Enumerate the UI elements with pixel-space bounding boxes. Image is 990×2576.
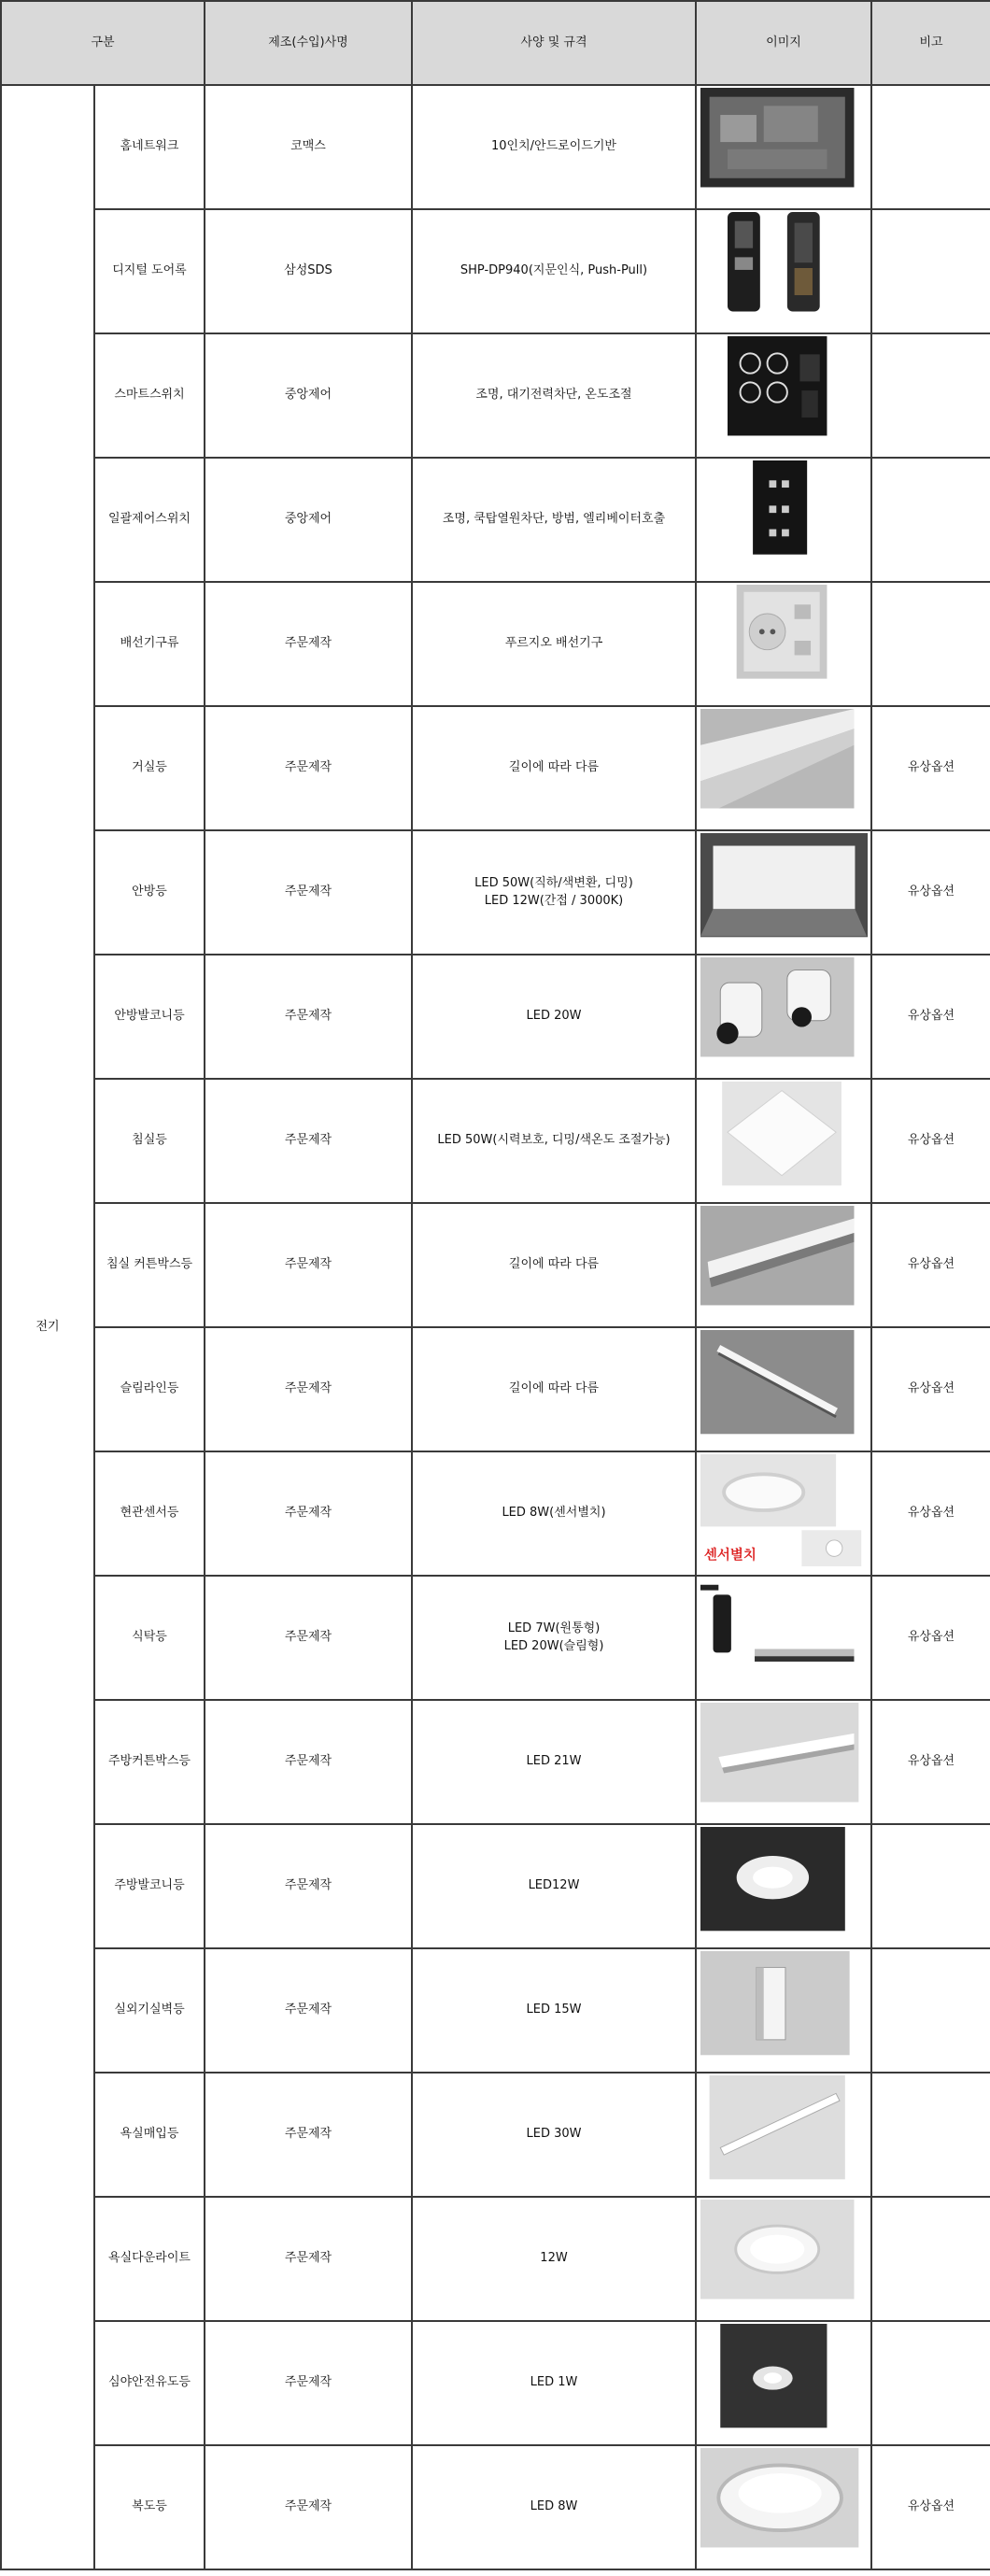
item-name-cell: 스마트스위치 bbox=[94, 333, 205, 458]
spec-line: 10인치/안드로이드기반 bbox=[491, 139, 616, 154]
item-name-cell: 식탁등 bbox=[94, 1576, 205, 1700]
table-row bbox=[1, 2445, 990, 2569]
maker-cell: 주문제작 bbox=[205, 955, 412, 1079]
image-cell bbox=[696, 1203, 871, 1327]
image-cell bbox=[696, 333, 871, 458]
item-name-cell: 디지털 도어록 bbox=[94, 209, 205, 333]
note-cell bbox=[871, 2321, 990, 2445]
spec-line: LED 50W(직하/색변환, 디밍) bbox=[474, 876, 633, 891]
item-name-cell: 거실등 bbox=[94, 706, 205, 830]
spec-line: 길이에 따라 다름 bbox=[508, 760, 600, 775]
spec-line: LED 12W(간접 / 3000K) bbox=[484, 893, 624, 908]
master-bedroom-light-icon bbox=[698, 833, 870, 945]
spec-cell bbox=[412, 1327, 696, 1451]
entrance-sensor-light-icon bbox=[698, 1454, 870, 1566]
table-row bbox=[1, 1079, 990, 1203]
wiring-outlet-icon bbox=[698, 585, 870, 697]
image-cell bbox=[696, 1079, 871, 1203]
image-cell bbox=[696, 1451, 871, 1576]
note-cell bbox=[871, 209, 990, 333]
note-cell bbox=[871, 333, 990, 458]
spec-cell bbox=[412, 1948, 696, 2073]
kitchen-balcony-light-icon bbox=[698, 1827, 870, 1939]
image-cell bbox=[696, 85, 871, 209]
note-cell: 유상옵션 bbox=[871, 1576, 990, 1700]
spec-line: 길이에 따라 다름 bbox=[508, 1381, 600, 1396]
spec-cell bbox=[412, 2445, 696, 2569]
table-body bbox=[1, 85, 990, 2569]
table-row bbox=[1, 1203, 990, 1327]
maker-cell: 주문제작 bbox=[205, 2073, 412, 2197]
spec-cell bbox=[412, 1203, 696, 1327]
image-cell bbox=[696, 830, 871, 955]
item-name-cell: 주방커튼박스등 bbox=[94, 1700, 205, 1824]
table-row bbox=[1, 582, 990, 706]
note-cell bbox=[871, 1824, 990, 1948]
maker-cell: 중앙제어 bbox=[205, 333, 412, 458]
maker-cell: 주문제작 bbox=[205, 706, 412, 830]
note-cell: 유상옵션 bbox=[871, 830, 990, 955]
spec-line: LED 50W(시력보호, 디밍/색온도 조절가능) bbox=[437, 1133, 671, 1148]
item-name-cell: 복도등 bbox=[94, 2445, 205, 2569]
table-row bbox=[1, 85, 990, 209]
note-cell bbox=[871, 1948, 990, 2073]
spec-line: 푸르지오 배선기구 bbox=[504, 636, 603, 651]
curtain-box-light-icon bbox=[698, 1206, 870, 1318]
table-row bbox=[1, 706, 990, 830]
maker-cell: 주문제작 bbox=[205, 1700, 412, 1824]
maker-cell: 주문제작 bbox=[205, 1824, 412, 1948]
item-name-cell: 홈네트워크 bbox=[94, 85, 205, 209]
header-category: 구분 bbox=[1, 1, 205, 85]
spot-light-icon bbox=[698, 957, 870, 1069]
item-name-cell: 욕실다운라이트 bbox=[94, 2197, 205, 2321]
note-cell: 유상옵션 bbox=[871, 1700, 990, 1824]
spec-line: LED 8W(센서별치) bbox=[502, 1506, 606, 1521]
spec-cell bbox=[412, 582, 696, 706]
item-name-cell: 안방발코니등 bbox=[94, 955, 205, 1079]
image-cell bbox=[696, 2445, 871, 2569]
image-cell bbox=[696, 1700, 871, 1824]
header-image: 이미지 bbox=[696, 1, 871, 85]
maker-cell: 주문제작 bbox=[205, 1079, 412, 1203]
sensor-caption: 센서별치 bbox=[703, 1548, 757, 1564]
spec-line: LED 1W bbox=[530, 2375, 578, 2390]
bathroom-downlight-icon bbox=[698, 2200, 870, 2312]
table-row bbox=[1, 2197, 990, 2321]
note-cell: 유상옵션 bbox=[871, 1079, 990, 1203]
spec-cell bbox=[412, 1700, 696, 1824]
header-note: 비고 bbox=[871, 1, 990, 85]
table-row bbox=[1, 955, 990, 1079]
item-name-cell: 침실등 bbox=[94, 1079, 205, 1203]
item-name-cell: 실외기실벽등 bbox=[94, 1948, 205, 2073]
digital-door-lock-icon bbox=[698, 212, 870, 324]
maker-cell: 주문제작 bbox=[205, 2321, 412, 2445]
maker-cell: 코맥스 bbox=[205, 85, 412, 209]
spec-line: LED 20W(슬림형) bbox=[503, 1638, 604, 1653]
image-cell bbox=[696, 706, 871, 830]
spec-line: 길이에 따라 다름 bbox=[508, 1257, 600, 1272]
maker-cell: 중앙제어 bbox=[205, 458, 412, 582]
table-row bbox=[1, 2321, 990, 2445]
spec-line: LED 21W bbox=[526, 1754, 582, 1769]
maker-cell: 주문제작 bbox=[205, 1203, 412, 1327]
spec-line: LED 7W(원통형) bbox=[507, 1621, 601, 1636]
table-row bbox=[1, 2073, 990, 2197]
image-cell bbox=[696, 458, 871, 582]
spec-line: SHP-DP940(지문인식, Push-Pull) bbox=[460, 263, 648, 278]
maker-cell: 주문제작 bbox=[205, 1327, 412, 1451]
note-cell bbox=[871, 2073, 990, 2197]
table-row bbox=[1, 458, 990, 582]
spec-cell bbox=[412, 706, 696, 830]
table-row bbox=[1, 1576, 990, 1700]
maker-cell: 삼성SDS bbox=[205, 209, 412, 333]
spec-cell bbox=[412, 458, 696, 582]
item-name-cell: 현관센서등 bbox=[94, 1451, 205, 1576]
spec-line: LED 15W bbox=[526, 2003, 582, 2017]
spec-cell bbox=[412, 2073, 696, 2197]
table-row bbox=[1, 1451, 990, 1576]
item-name-cell: 배선기구류 bbox=[94, 582, 205, 706]
image-cell bbox=[696, 1824, 871, 1948]
kitchen-curtain-box-light-icon bbox=[698, 1703, 870, 1815]
wall-light-icon bbox=[698, 1951, 870, 2063]
spec-cell bbox=[412, 830, 696, 955]
table-row bbox=[1, 1700, 990, 1824]
maker-cell: 주문제작 bbox=[205, 1451, 412, 1576]
table-row bbox=[1, 333, 990, 458]
item-name-cell: 욕실매입등 bbox=[94, 2073, 205, 2197]
note-cell bbox=[871, 458, 990, 582]
maker-cell: 주문제작 bbox=[205, 1576, 412, 1700]
note-cell: 유상옵션 bbox=[871, 1451, 990, 1576]
table-row bbox=[1, 1824, 990, 1948]
living-room-light-icon bbox=[698, 709, 870, 821]
note-cell bbox=[871, 85, 990, 209]
note-cell: 유상옵션 bbox=[871, 706, 990, 830]
image-cell bbox=[696, 582, 871, 706]
maker-cell: 주문제작 bbox=[205, 2445, 412, 2569]
image-cell bbox=[696, 2197, 871, 2321]
hallway-light-icon bbox=[698, 2448, 870, 2560]
spec-cell bbox=[412, 1079, 696, 1203]
spec-line: LED 30W bbox=[526, 2127, 582, 2142]
table-row bbox=[1, 830, 990, 955]
spec-line: LED 20W bbox=[526, 1009, 582, 1024]
note-cell: 유상옵션 bbox=[871, 1203, 990, 1327]
image-cell bbox=[696, 1948, 871, 2073]
master-control-switch-icon bbox=[698, 460, 870, 573]
spec-cell bbox=[412, 333, 696, 458]
note-cell bbox=[871, 2197, 990, 2321]
table-row bbox=[1, 209, 990, 333]
maker-cell: 주문제작 bbox=[205, 830, 412, 955]
spec-cell bbox=[412, 2197, 696, 2321]
image-cell bbox=[696, 2073, 871, 2197]
spec-cell bbox=[412, 2321, 696, 2445]
spec-cell bbox=[412, 1824, 696, 1948]
category-main-cell: 전기 bbox=[1, 85, 94, 2569]
maker-cell: 주문제작 bbox=[205, 2197, 412, 2321]
note-cell: 유상옵션 bbox=[871, 2445, 990, 2569]
spec-line: 조명, 대기전력차단, 온도조절 bbox=[475, 388, 632, 403]
header-maker: 제조(수입)사명 bbox=[205, 1, 412, 85]
item-name-cell: 심야안전유도등 bbox=[94, 2321, 205, 2445]
night-guide-light-icon bbox=[698, 2324, 870, 2436]
spec-cell bbox=[412, 209, 696, 333]
slim-line-light-icon bbox=[698, 1330, 870, 1442]
spec-line: 조명, 쿡탑열원차단, 방범, 엘리베이터호출 bbox=[442, 512, 666, 527]
spec-line: LED12W bbox=[528, 1878, 580, 1893]
note-cell: 유상옵션 bbox=[871, 1327, 990, 1451]
spec-cell bbox=[412, 1451, 696, 1576]
table-row bbox=[1, 1948, 990, 2073]
item-name-cell: 슬림라인등 bbox=[94, 1327, 205, 1451]
item-name-cell: 안방등 bbox=[94, 830, 205, 955]
item-name-cell: 침실 커튼박스등 bbox=[94, 1203, 205, 1327]
note-cell bbox=[871, 582, 990, 706]
header-spec: 사양 및 규격 bbox=[412, 1, 696, 85]
dining-light-icon bbox=[698, 1578, 870, 1691]
table-row bbox=[1, 1327, 990, 1451]
maker-cell: 주문제작 bbox=[205, 1948, 412, 2073]
item-name-cell: 주방발코니등 bbox=[94, 1824, 205, 1948]
square-panel-light-icon bbox=[698, 1082, 870, 1194]
image-cell bbox=[696, 2321, 871, 2445]
image-cell bbox=[696, 1576, 871, 1700]
spec-cell bbox=[412, 85, 696, 209]
image-cell bbox=[696, 209, 871, 333]
spec-cell bbox=[412, 1576, 696, 1700]
home-network-panel-icon bbox=[698, 88, 870, 200]
item-name-cell: 일괄제어스위치 bbox=[94, 458, 205, 582]
maker-cell: 주문제작 bbox=[205, 582, 412, 706]
spec-cell bbox=[412, 955, 696, 1079]
table-header-row bbox=[1, 1, 990, 85]
smart-switch-icon bbox=[698, 336, 870, 448]
note-cell: 유상옵션 bbox=[871, 955, 990, 1079]
image-cell bbox=[696, 1327, 871, 1451]
spec-line: LED 8W bbox=[530, 2499, 578, 2514]
spec-line: 12W bbox=[540, 2251, 568, 2266]
image-cell bbox=[696, 955, 871, 1079]
bathroom-recessed-light-icon bbox=[698, 2075, 870, 2187]
